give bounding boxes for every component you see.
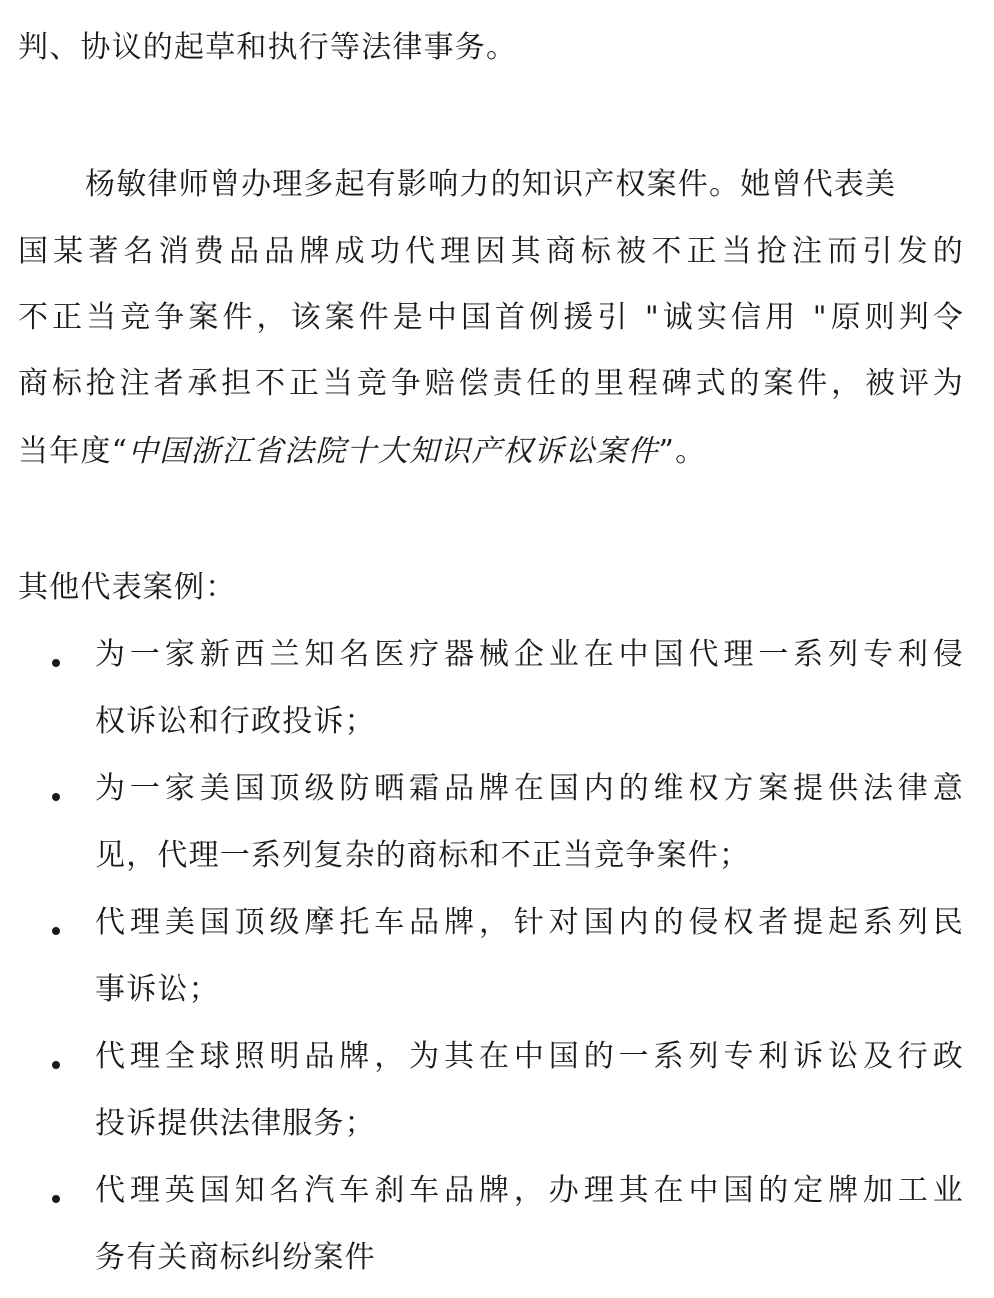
bullet-icon	[52, 1195, 60, 1203]
paragraph-line-2: 国某著名消费品品牌成功代理因其商标被不正当抢注而引发的	[18, 234, 964, 269]
list-item-line-1: 代理美国顶级摩托车品牌，针对国内的侵权者提起系列民	[95, 905, 964, 940]
list-item-line-1: 为一家美国顶级防晒霜品牌在国内的维权方案提供法律意	[95, 771, 964, 806]
list-item-line-2: 权诉讼和行政投诉；	[95, 704, 376, 739]
bullet-icon	[52, 1061, 60, 1069]
paragraph-line-5	[18, 432, 978, 472]
list-item-line-1: 代理英国知名汽车刹车品牌，办理其在中国的定牌加工业	[95, 1173, 964, 1208]
list-item-line-1: 代理全球照明品牌，为其在中国的一系列专利诉讼及行政	[95, 1039, 964, 1074]
list-item-line-1: 为一家新西兰知名医疗器械企业在中国代理一系列专利侵	[95, 637, 964, 672]
bullet-icon	[52, 793, 60, 801]
intro-line: 判、协议的起草和执行等法律事务。	[18, 30, 518, 65]
award-title: 中国浙江省法院十大知识产权诉讼案件	[128, 434, 659, 469]
paragraph-line-5-suffix: ”。	[658, 434, 707, 469]
list-item-line-2: 见，代理一系列复杂的商标和不正当竞争案件；	[95, 838, 751, 873]
list-item-line-2: 事诉讼；	[95, 972, 220, 1007]
paragraph-line-1: 杨敏律师曾办理多起有影响力的知识产权案件。她曾代表美	[85, 167, 897, 202]
paragraph-line-3: 不正当竞争案件，该案件是中国首例援引 "诚实信用 "原则判令	[18, 300, 964, 335]
paragraph-line-4: 商标抢注者承担不正当竞争赔偿责任的里程碑式的案件，被评为	[18, 366, 964, 401]
bullet-icon	[52, 927, 60, 935]
bullet-icon	[52, 659, 60, 667]
cases-heading: 其他代表案例：	[18, 570, 237, 605]
list-item-line-2: 务有关商标纠纷案件	[95, 1240, 376, 1275]
paragraph-line-5-prefix: 当年度“	[18, 434, 129, 469]
list-item-line-2: 投诉提供法律服务；	[95, 1106, 376, 1141]
